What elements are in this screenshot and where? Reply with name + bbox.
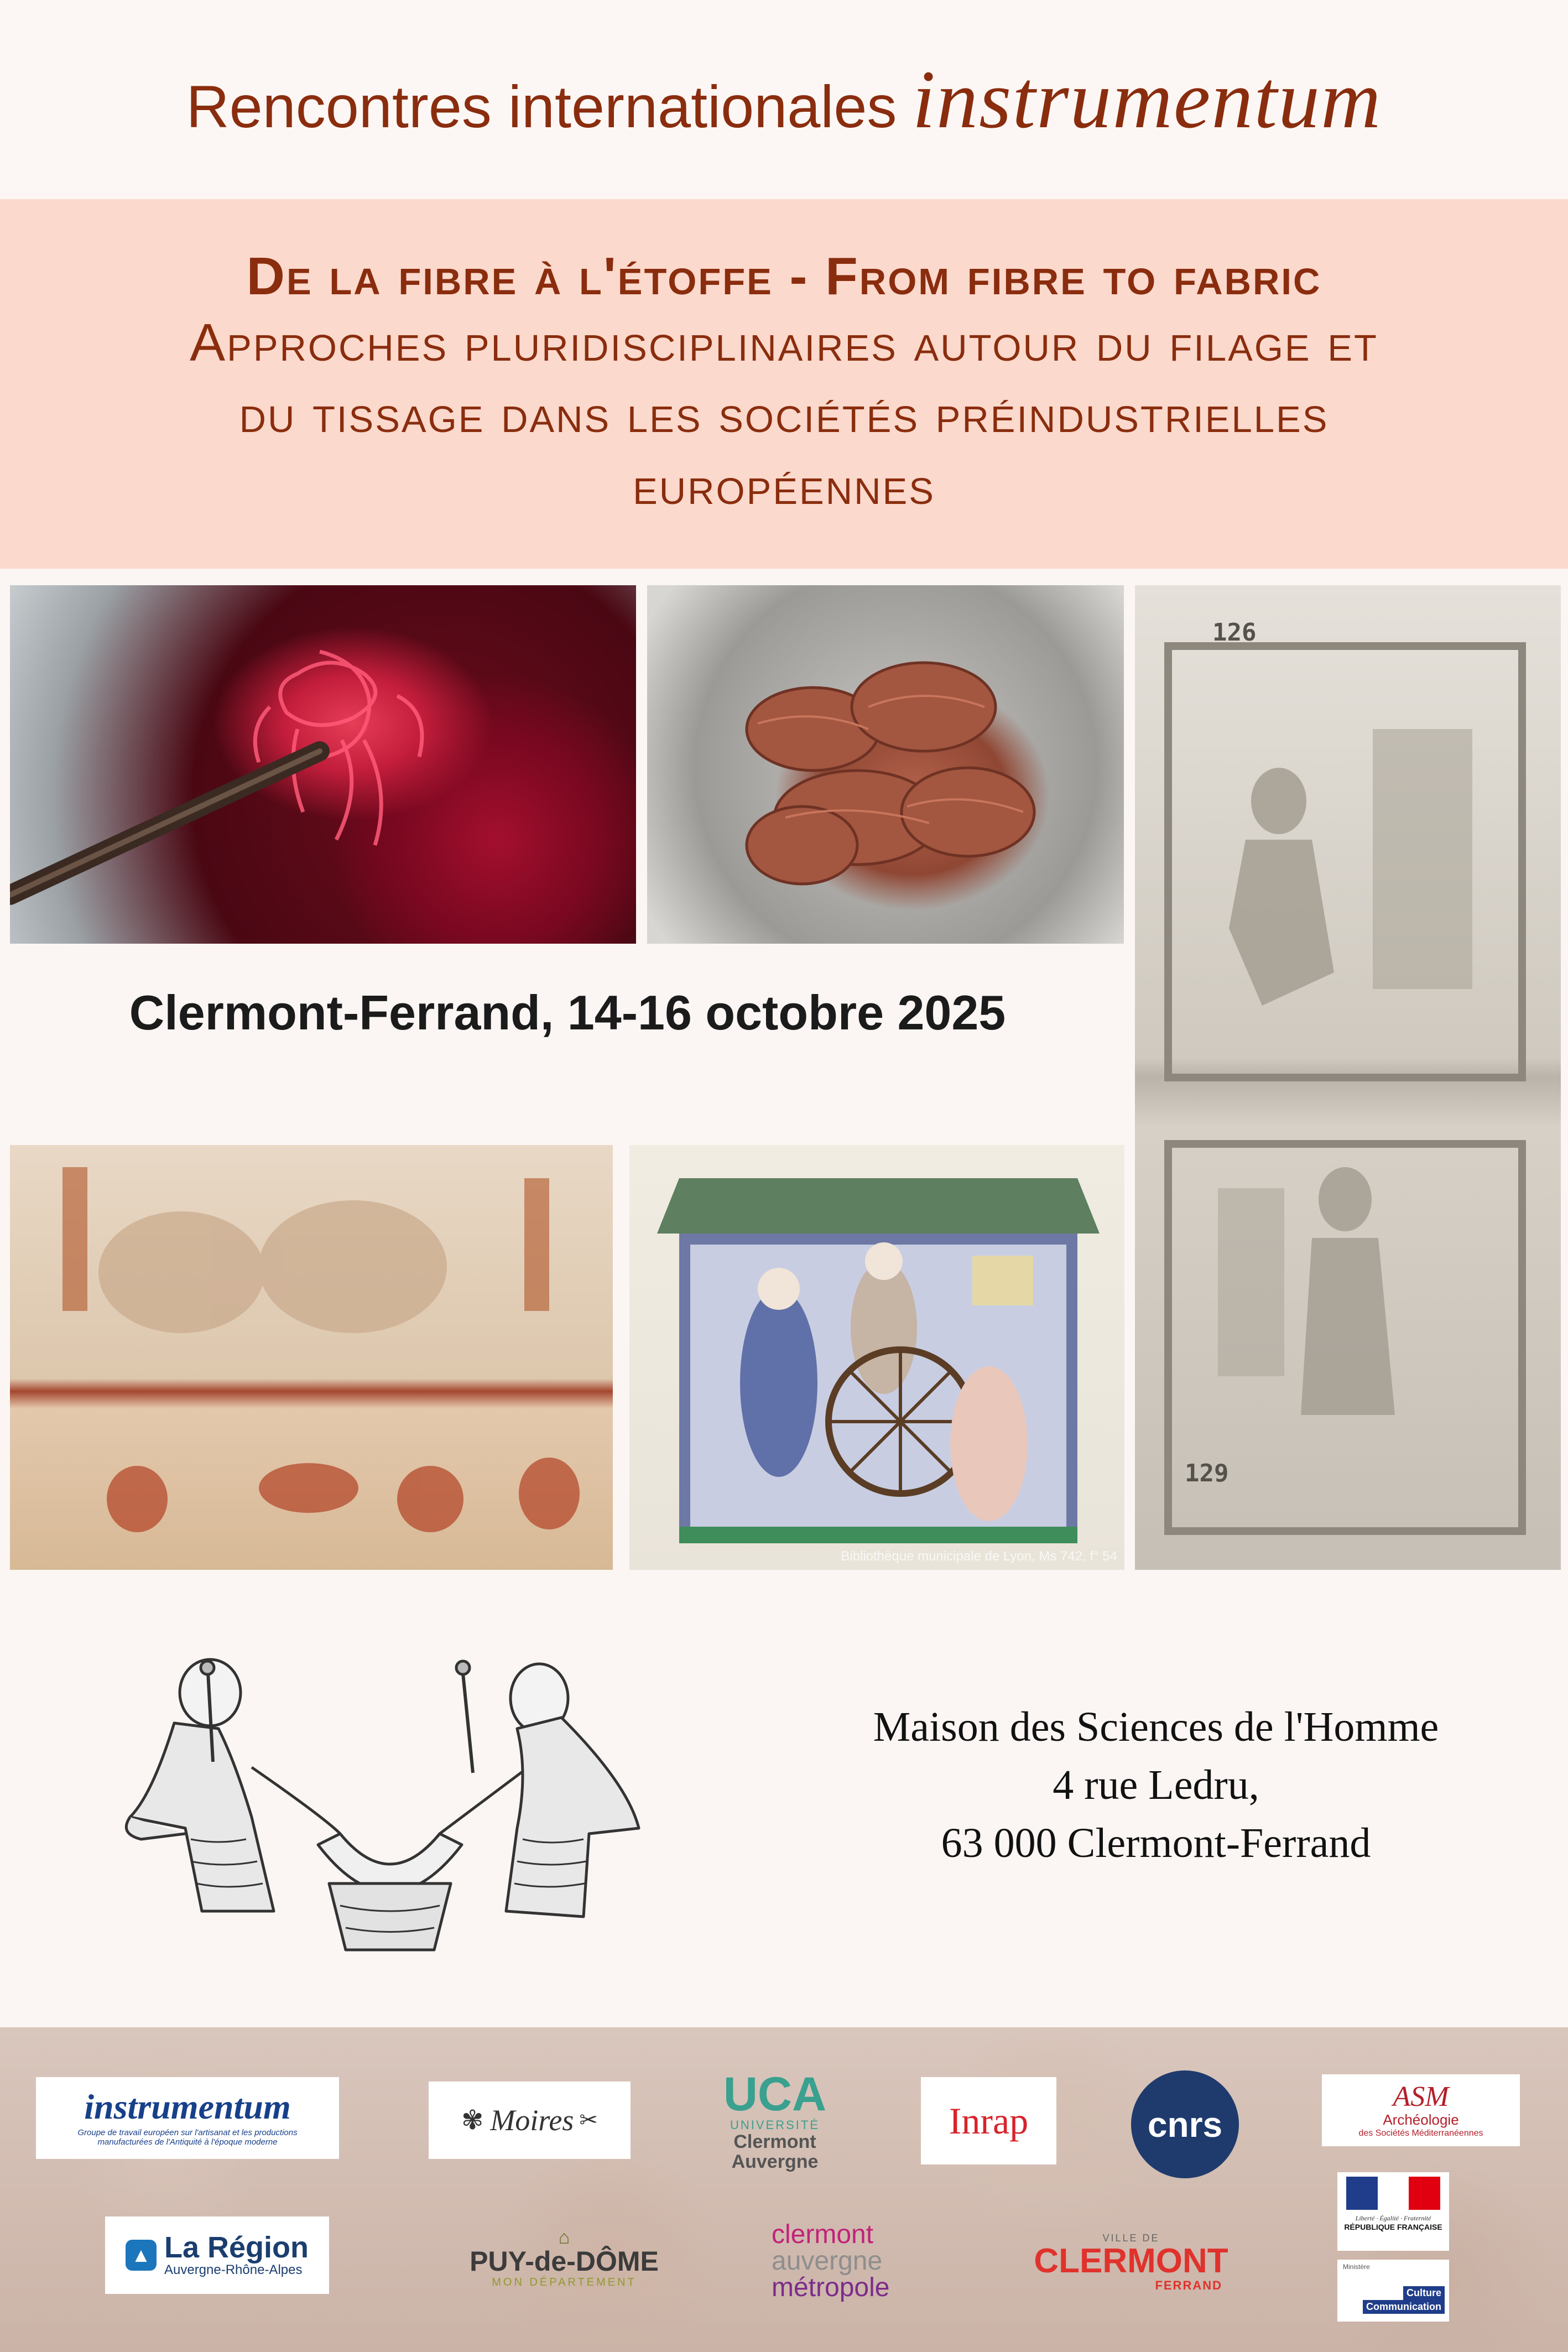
dyeing-illustration	[10, 585, 636, 944]
scissors-icon: ✂	[579, 2108, 598, 2132]
subtitle-line-2: du tissage dans les sociétés préindustrielles	[239, 384, 1329, 444]
flower-icon: ✾	[461, 2106, 484, 2135]
logo-puy-de-dome[interactable]	[462, 2220, 666, 2297]
photo-relief-stones	[1135, 585, 1561, 1570]
event-date: Clermont-Ferrand, 14-16 octobre 2025	[129, 985, 1006, 1040]
logo-inrap-name: Inrap	[949, 2099, 1029, 2142]
header	[0, 0, 1568, 199]
header-title	[186, 52, 1382, 147]
manuscript-credit: Bibliothèque municipale de Lyon, Ms 742, f° 54	[841, 1549, 1117, 1564]
logo-asm-mark: ASM	[1393, 2080, 1449, 2112]
logo-republique-name: RÉPUBLIQUE FRANÇAISE	[1344, 2223, 1442, 2231]
logo-moires[interactable]	[429, 2082, 631, 2159]
manuscript-illustration	[629, 1145, 1124, 1570]
flag-icon	[1346, 2177, 1440, 2210]
title-band	[0, 199, 1568, 569]
logo-puy-de-dome-sub: MON DÉPARTEMENT	[492, 2276, 637, 2288]
logo-ville-name: CLERMONT	[1034, 2241, 1228, 2280]
address-venue: Maison des Sciences de l'Homme	[873, 1704, 1439, 1750]
logo-ministere-culture[interactable]	[1337, 2260, 1449, 2322]
mountain-icon: ▲	[126, 2240, 157, 2271]
fresco-illustration	[10, 1145, 613, 1570]
logo-la-region-sub: Auvergne-Rhône-Alpes	[164, 2262, 303, 2277]
yarn-illustration	[647, 585, 1124, 944]
photo-dyeing-wool	[10, 585, 636, 944]
logo-ville-pre: VILLE DE	[1102, 2232, 1160, 2244]
photo-manuscript	[629, 1145, 1124, 1570]
logo-uca-line-1: UNIVERSITÉ	[730, 2118, 820, 2132]
address-city: 63 000 Clermont-Ferrand	[941, 1819, 1371, 1866]
logo-asm-line-1: Archéologie	[1383, 2111, 1459, 2128]
logo-republique-motto: Liberté · Égalité · Fraternité	[1355, 2214, 1431, 2222]
logo-uca-mark: UCA	[723, 2068, 827, 2121]
subtitle-line-1: Approches pluridisciplinaires autour du filage et	[190, 313, 1378, 372]
logo-culture-line-2: Communication	[1363, 2300, 1445, 2314]
logo-metropole-line-1: clermont	[772, 2219, 874, 2249]
logo-clermont-metropole[interactable]	[772, 2213, 926, 2309]
relief-number-top: 126	[1212, 618, 1257, 647]
logo-asm-line-2: des Sociétés Méditerranéennes	[1358, 2128, 1483, 2138]
logo-la-region[interactable]	[105, 2216, 329, 2294]
logo-uca-line-3: Auvergne	[731, 2151, 819, 2172]
logo-instrumentum[interactable]	[36, 2077, 339, 2159]
logo-uca[interactable]	[716, 2066, 834, 2177]
partner-logos	[0, 2027, 1568, 2352]
address-street: 4 rue Ledru,	[1053, 1761, 1259, 1808]
logo-metropole-line-2: auvergne	[772, 2246, 883, 2276]
relief-illustration	[1135, 585, 1561, 1570]
house-icon: ⌂	[558, 2227, 570, 2249]
logo-culture-pre: Ministère	[1343, 2263, 1370, 2271]
photo-yarn-skeins	[647, 585, 1124, 944]
logo-inrap[interactable]	[921, 2077, 1056, 2164]
logo-puy-de-dome-name: PUY-de-DÔME	[470, 2246, 659, 2277]
relief-number-bottom: 129	[1185, 1459, 1229, 1487]
logo-instrumentum-tagline-1: Groupe de travail européen sur l'artisanat et les productions	[77, 2128, 298, 2137]
logo-ville-clermont[interactable]	[1029, 2224, 1233, 2301]
logo-uca-line-2: Clermont	[733, 2131, 816, 2153]
venue-address	[774, 1698, 1538, 1872]
logo-cnrs[interactable]	[1131, 2070, 1239, 2178]
subtitle-line-3: européennes	[633, 456, 935, 516]
logo-asm[interactable]	[1322, 2074, 1520, 2146]
logo-metropole-line-3: métropole	[772, 2272, 890, 2302]
header-script-text: instrumentum	[912, 54, 1382, 145]
logo-culture-line-1: Culture	[1403, 2286, 1445, 2300]
header-main-text: Rencontres internationales	[186, 73, 897, 140]
spinners-drawing	[108, 1651, 672, 1955]
logo-republique-francaise[interactable]	[1337, 2172, 1449, 2251]
logo-cnrs-name: cnrs	[1147, 2104, 1223, 2145]
logo-instrumentum-tagline-2: manufacturées de l'Antiquité à l'époque moderne	[97, 2137, 278, 2147]
logo-la-region-name: La Région	[164, 2231, 309, 2264]
photo-fresco	[10, 1145, 613, 1570]
logo-ville-sub: FERRAND	[1155, 2278, 1222, 2292]
logo-instrumentum-name: instrumentum	[84, 2087, 291, 2126]
logo-moires-name: Moires	[490, 2104, 574, 2137]
main-title: De la fibre à l'étoffe - From fibre to fabric	[246, 246, 1322, 306]
